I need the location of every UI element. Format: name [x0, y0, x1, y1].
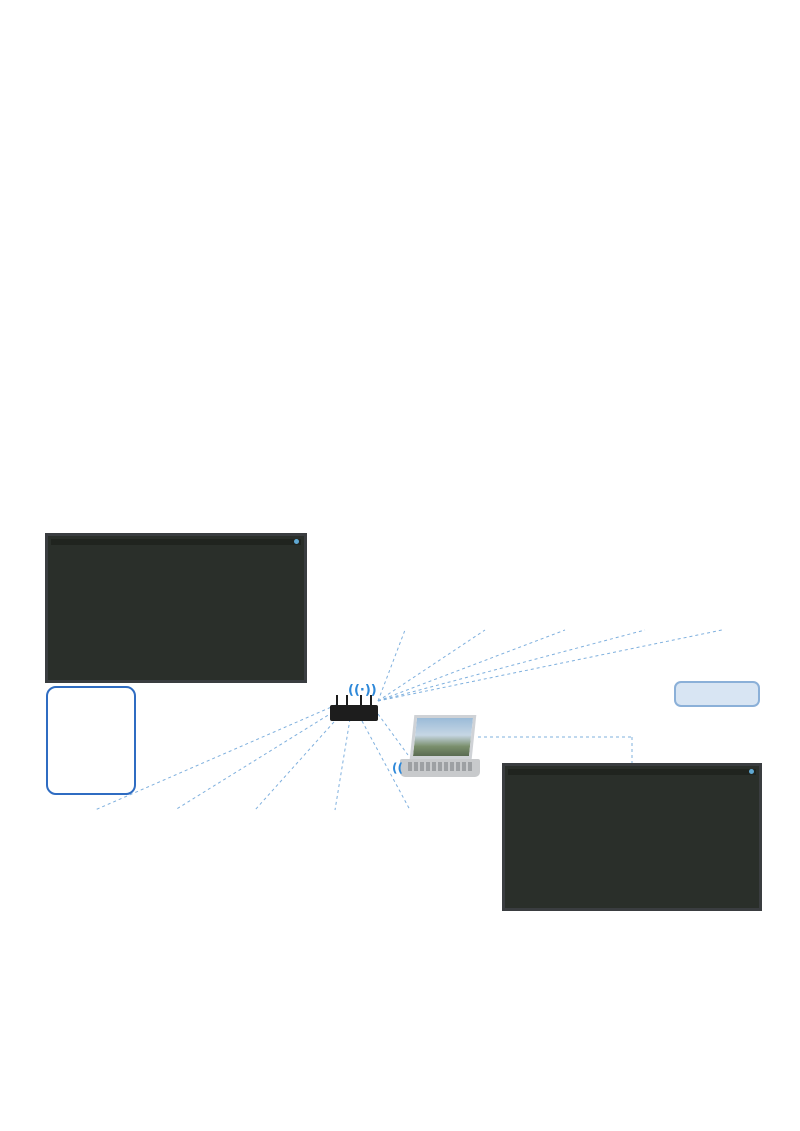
laptop-keyboard — [400, 759, 480, 777]
laptop-icon — [410, 715, 477, 759]
control-principle-diagram — [0, 515, 800, 925]
diagram-legend — [674, 681, 760, 707]
wifi-signal-icon: (( — [392, 761, 403, 775]
wifi-icon: ((·)) — [348, 683, 377, 698]
router-icon — [330, 705, 378, 721]
led-screen — [502, 763, 762, 911]
